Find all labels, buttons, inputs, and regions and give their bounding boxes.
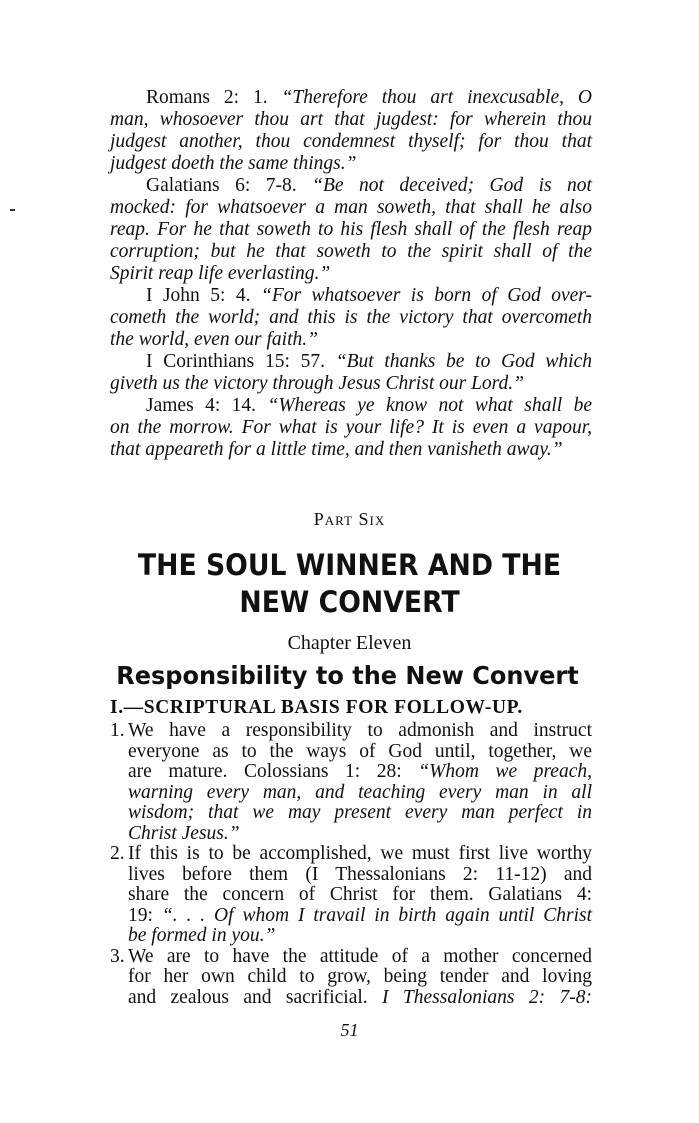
list-item-line [128,783,592,804]
verse-line [146,351,592,373]
quote-text: giveth us the victory through Jesus Christ our Lord.” [110,373,525,394]
body-text: 19: [128,904,162,926]
section-heading: I.—SCRIPTURAL BASIS FOR FOLLOW-UP. [110,697,523,718]
scan-mark [10,209,15,211]
list-item-line [128,967,592,988]
quote-text: reap. For he that soweth to his flesh shall of the flesh reap [110,219,592,240]
verse-line [110,131,592,153]
quote-text: “Whereas ye know not what shall be [267,395,592,416]
quote-text: wisdom; that we may present every man perfect in [128,802,592,823]
part-label: Part Six [313,509,386,529]
chapter-label: Chapter Eleven [287,632,412,654]
quote-text: judgest doeth the same things.” [110,153,357,174]
part-title-line-1: THE SOUL WINNER AND THE [137,548,562,582]
verse-line [110,439,592,461]
quote-text: on the morrow. For what is your life? It is even a vapour, [110,417,592,438]
quote-text: judgest another, thou condemnest thyself; for thou that [110,131,592,152]
reference-text: Galatians 6: 7-8. [146,175,313,196]
body-text: and zealous and sacrificial. [128,986,383,1008]
quote-text: corruption; but he that soweth to the spirit shall of the [110,241,592,262]
reference-text: James 4: 14. [146,395,268,416]
quote-text: “. . . Of whom I travail in birth again until Christ [161,904,592,926]
list-item-line [128,803,592,824]
quote-text: “Therefore thou art inexcusable, O [281,87,593,108]
quote-text: mocked: for whatsoever a man soweth, that shall he also [110,197,592,218]
list-number: 2. [110,843,125,864]
verse-line [110,329,592,351]
quote-text: cometh the world; and this is the victory that overcometh [110,307,592,328]
verse-line [146,175,592,197]
quote-text: Spirit reap life everlasting.” [110,263,331,284]
list-item-line [128,906,592,927]
list-item-line [128,926,592,947]
list-item-line [128,721,592,742]
quote-text: be formed in you.” [128,925,276,946]
page-number: 51 [340,1020,359,1040]
reference-text: I John 5: 4. [146,285,261,306]
reference-text: I Corinthians 15: 57. [146,351,336,372]
reference-text: Romans 2: 1. [146,87,282,108]
verse-line [110,197,592,219]
quote-text: man, whosoever thou art that jugdest: for wherein thou [110,109,592,130]
verse-line [110,417,592,439]
verse-line [146,395,592,417]
list-number: 3. [110,945,125,967]
body-text: are mature. Colossians 1: 28: [128,761,419,782]
body-text: everyone as to the ways of God until, together, we [128,740,592,762]
list-number: 1. [110,720,125,741]
quote-text: I Thessalonians 2: 7-8: [382,986,593,1008]
verse-line [110,373,592,395]
part-title-line-2: NEW CONVERT [239,585,460,619]
quote-text: warning every man, and teaching every man in all [128,781,592,803]
verse-line [146,285,592,307]
body-text: We are to have the attitude of a mother concerned [128,945,592,967]
verse-line [110,109,592,131]
verse-line [110,263,592,285]
chapter-title: Responsibility to the New Convert [116,661,579,690]
list-item-line [128,865,592,886]
body-text: lives before them (I Thessalonians 2: 11-12) and [128,863,592,885]
list-item-line [128,844,592,865]
list-item-line [128,742,592,763]
verse-line [110,153,592,175]
verse-line [110,219,592,241]
quote-text: “Be not deceived; God is not [312,175,592,196]
body-text: If this is to be accomplished, we must first live worthy [128,843,592,864]
list-item-line [128,885,592,906]
list-item-line [128,988,592,1009]
quote-text: “But thanks be to God which [335,351,592,372]
quote-text: that appeareth for a little time, and then vanisheth away.” [110,439,563,460]
body-text: We have a responsibility to admonish and instruct [128,720,592,741]
quote-text: “Whom we preach, [418,761,592,782]
list-item-line [128,947,592,968]
verse-line [110,307,592,329]
body-text: share the concern of Christ for them. Galatians 4: [128,884,592,905]
verse-line [146,87,592,109]
quote-text: Christ Jesus.” [128,822,240,844]
list-item-line [128,824,592,845]
quote-text: the world, even our faith.” [110,329,318,350]
list-item-line [128,762,592,783]
quote-text: “For whatsoever is born of God over- [260,285,592,306]
verse-line [110,241,592,263]
body-text: for her own child to grow, being tender and loving [128,966,592,987]
